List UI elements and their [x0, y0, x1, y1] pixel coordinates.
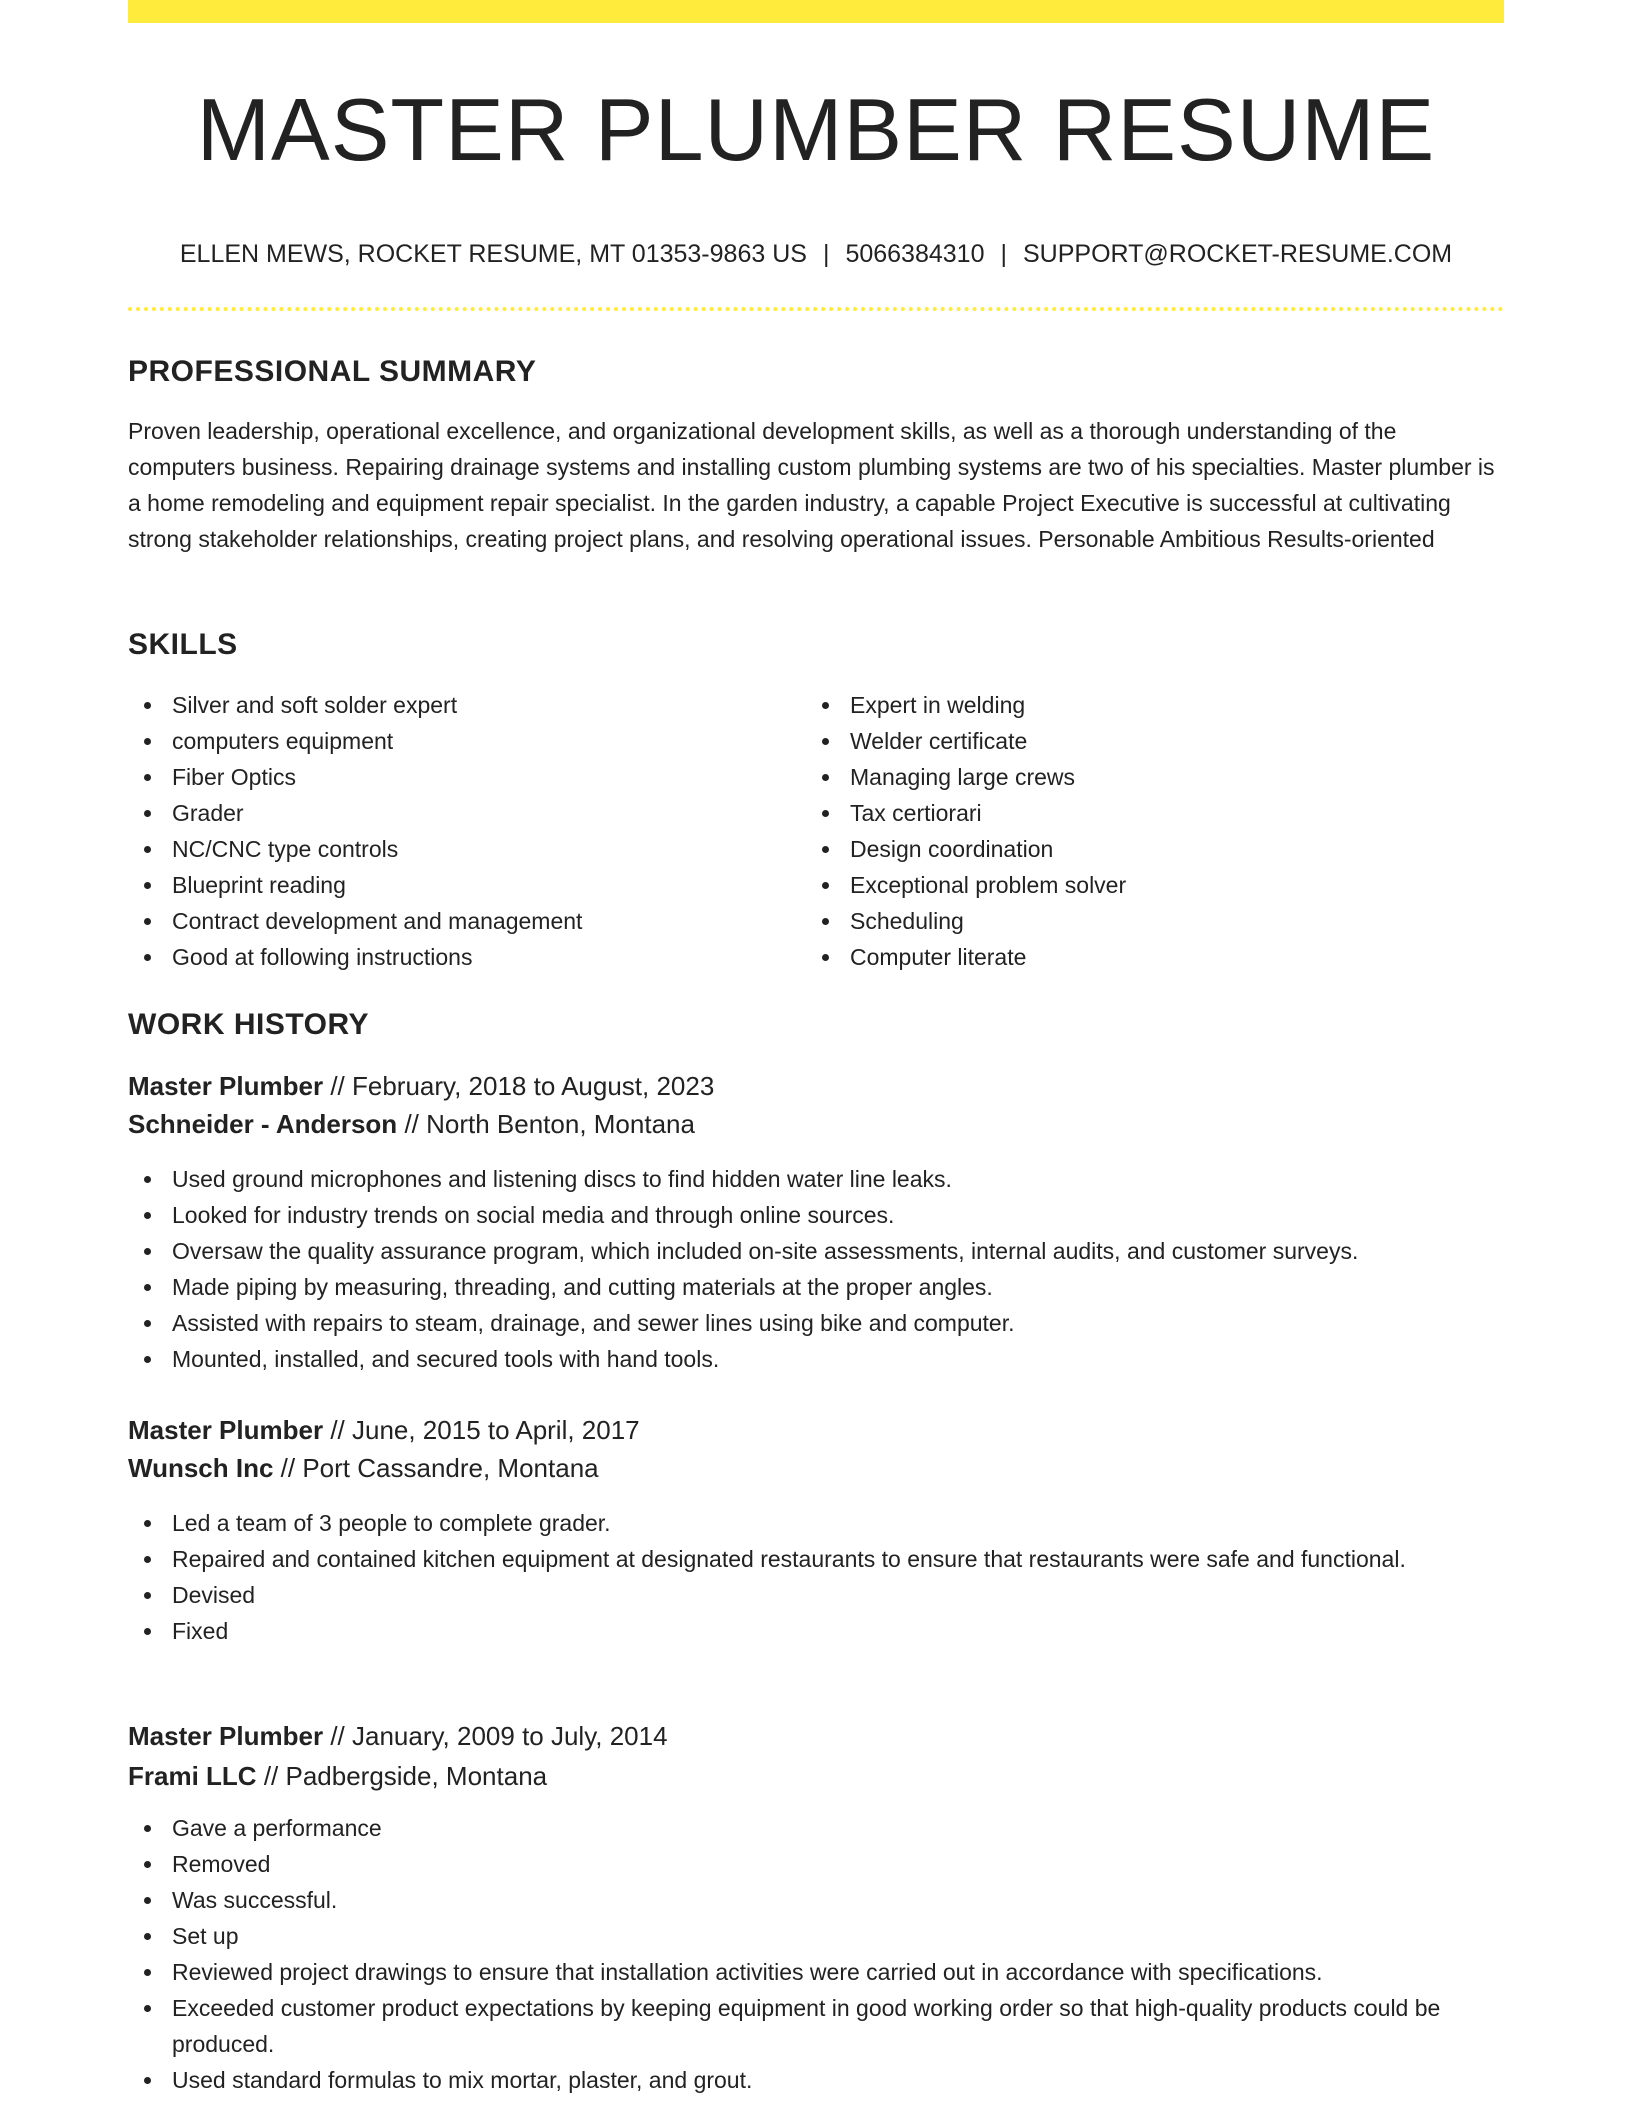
job-bullets	[128, 1810, 1504, 2098]
contact-separator: |	[822, 240, 830, 268]
job-title-line	[128, 1717, 668, 1755]
skill-item: Exceptional problem solver	[806, 867, 1456, 903]
skill-item: Expert in welding	[806, 687, 1456, 723]
job-bullet: Oversaw the quality assurance program, which included on-site assessments, internal audits, and customer surveys.	[128, 1233, 1504, 1269]
job-bullet: Repaired and contained kitchen equipment at designated restaurants to ensure that restaurants were safe and functional.	[128, 1541, 1504, 1577]
job-bullet: Assisted with repairs to steam, drainage, and sewer lines using bike and computer.	[128, 1305, 1504, 1341]
job-title: Master Plumber	[128, 1721, 324, 1751]
skill-item: Scheduling	[806, 903, 1456, 939]
job-title: Master Plumber	[128, 1071, 324, 1101]
job-company: Wunsch Inc	[128, 1453, 274, 1483]
job-bullets	[128, 1505, 1504, 1649]
skill-item: Design coordination	[806, 831, 1456, 867]
job-dates: // February, 2018 to August, 2023	[330, 1071, 715, 1101]
job-bullet: Used ground microphones and listening discs to find hidden water line leaks.	[128, 1161, 1504, 1197]
job-bullet: Made piping by measuring, threading, and cutting materials at the proper angles.	[128, 1269, 1504, 1305]
contact-separator: |	[1000, 240, 1007, 268]
job-title-line	[128, 1067, 714, 1105]
job-company-line	[128, 1757, 547, 1795]
job-company: Schneider - Anderson	[128, 1109, 398, 1139]
job-bullets	[128, 1161, 1504, 1377]
skill-item: Welder certificate	[806, 723, 1456, 759]
job-bullet: Was successful.	[128, 1882, 1504, 1918]
skill-item: Computer literate	[806, 939, 1456, 975]
job-bullet: Removed	[128, 1846, 1504, 1882]
job-location: // Port Cassandre, Montana	[280, 1453, 599, 1483]
skill-item: Good at following instructions	[128, 939, 778, 975]
job-bullet: Used standard formulas to mix mortar, plaster, and grout.	[128, 2062, 1504, 2098]
skill-item: NC/CNC type controls	[128, 831, 778, 867]
job-company-line	[128, 1449, 599, 1487]
job-bullet: Set up	[128, 1918, 1504, 1954]
skills-list-right	[806, 687, 1456, 975]
header-accent-bar	[128, 0, 1504, 23]
summary-text: Proven leadership, operational excellence, and organizational development skills, as well as a thorough understanding of the computers business. Repairing drainage systems and installing custom plumbing systems are two of his specialties. Master plumber is a home remodeling and equipment repair specialist. In the garden industry, a capable Project Executive is successful at cultivating strong stakeholder relationships, creating project plans, and resolving operational issues. Personable Ambitious Results-oriented	[128, 418, 1495, 552]
job-bullet: Led a team of 3 people to complete grader.	[128, 1505, 1504, 1541]
job-bullet: Fixed	[128, 1613, 1504, 1649]
summary-heading: PROFESSIONAL SUMMARY	[128, 355, 537, 388]
job-bullet: Devised	[128, 1577, 1504, 1613]
job-dates: // June, 2015 to April, 2017	[330, 1415, 640, 1445]
skill-item: Grader	[128, 795, 778, 831]
job-company: Frami LLC	[128, 1761, 257, 1791]
job-title-line	[128, 1411, 640, 1449]
job-bullet: Reviewed project drawings to ensure that installation activities were carried out in accordance with specifications.	[128, 1954, 1504, 1990]
job-bullet: Gave a performance	[128, 1810, 1504, 1846]
contact-line	[128, 236, 1504, 272]
job-title: Master Plumber	[128, 1415, 324, 1445]
dotted-divider	[128, 307, 1504, 311]
skills-heading: SKILLS	[128, 628, 238, 661]
job-bullet: Exceeded customer product expectations by keeping equipment in good working order so that high-quality products could be produced.	[128, 1990, 1504, 2062]
resume-title: MASTER PLUMBER RESUME	[196, 80, 1436, 179]
job-bullet: Looked for industry trends on social media and through online sources.	[128, 1197, 1504, 1233]
skill-item: Tax certiorari	[806, 795, 1456, 831]
contact-email: SUPPORT@ROCKET-RESUME.COM	[1022, 240, 1453, 268]
skill-item: Fiber Optics	[128, 759, 778, 795]
skill-item: Managing large crews	[806, 759, 1456, 795]
skill-item: Silver and soft solder expert	[128, 687, 778, 723]
skill-item: computers equipment	[128, 723, 778, 759]
contact-phone: 5066384310	[845, 240, 985, 268]
job-location: // Padbergside, Montana	[263, 1761, 548, 1791]
job-company-line	[128, 1105, 695, 1143]
contact-address: ELLEN MEWS, ROCKET RESUME, MT 01353-9863 US	[179, 240, 807, 268]
skills-list-left	[128, 687, 778, 975]
skill-item: Blueprint reading	[128, 867, 778, 903]
work-history-heading: WORK HISTORY	[128, 1008, 370, 1041]
job-bullet: Mounted, installed, and secured tools with hand tools.	[128, 1341, 1504, 1377]
job-location: // North Benton, Montana	[404, 1109, 695, 1139]
job-dates: // January, 2009 to July, 2014	[330, 1721, 668, 1751]
skill-item: Contract development and management	[128, 903, 778, 939]
